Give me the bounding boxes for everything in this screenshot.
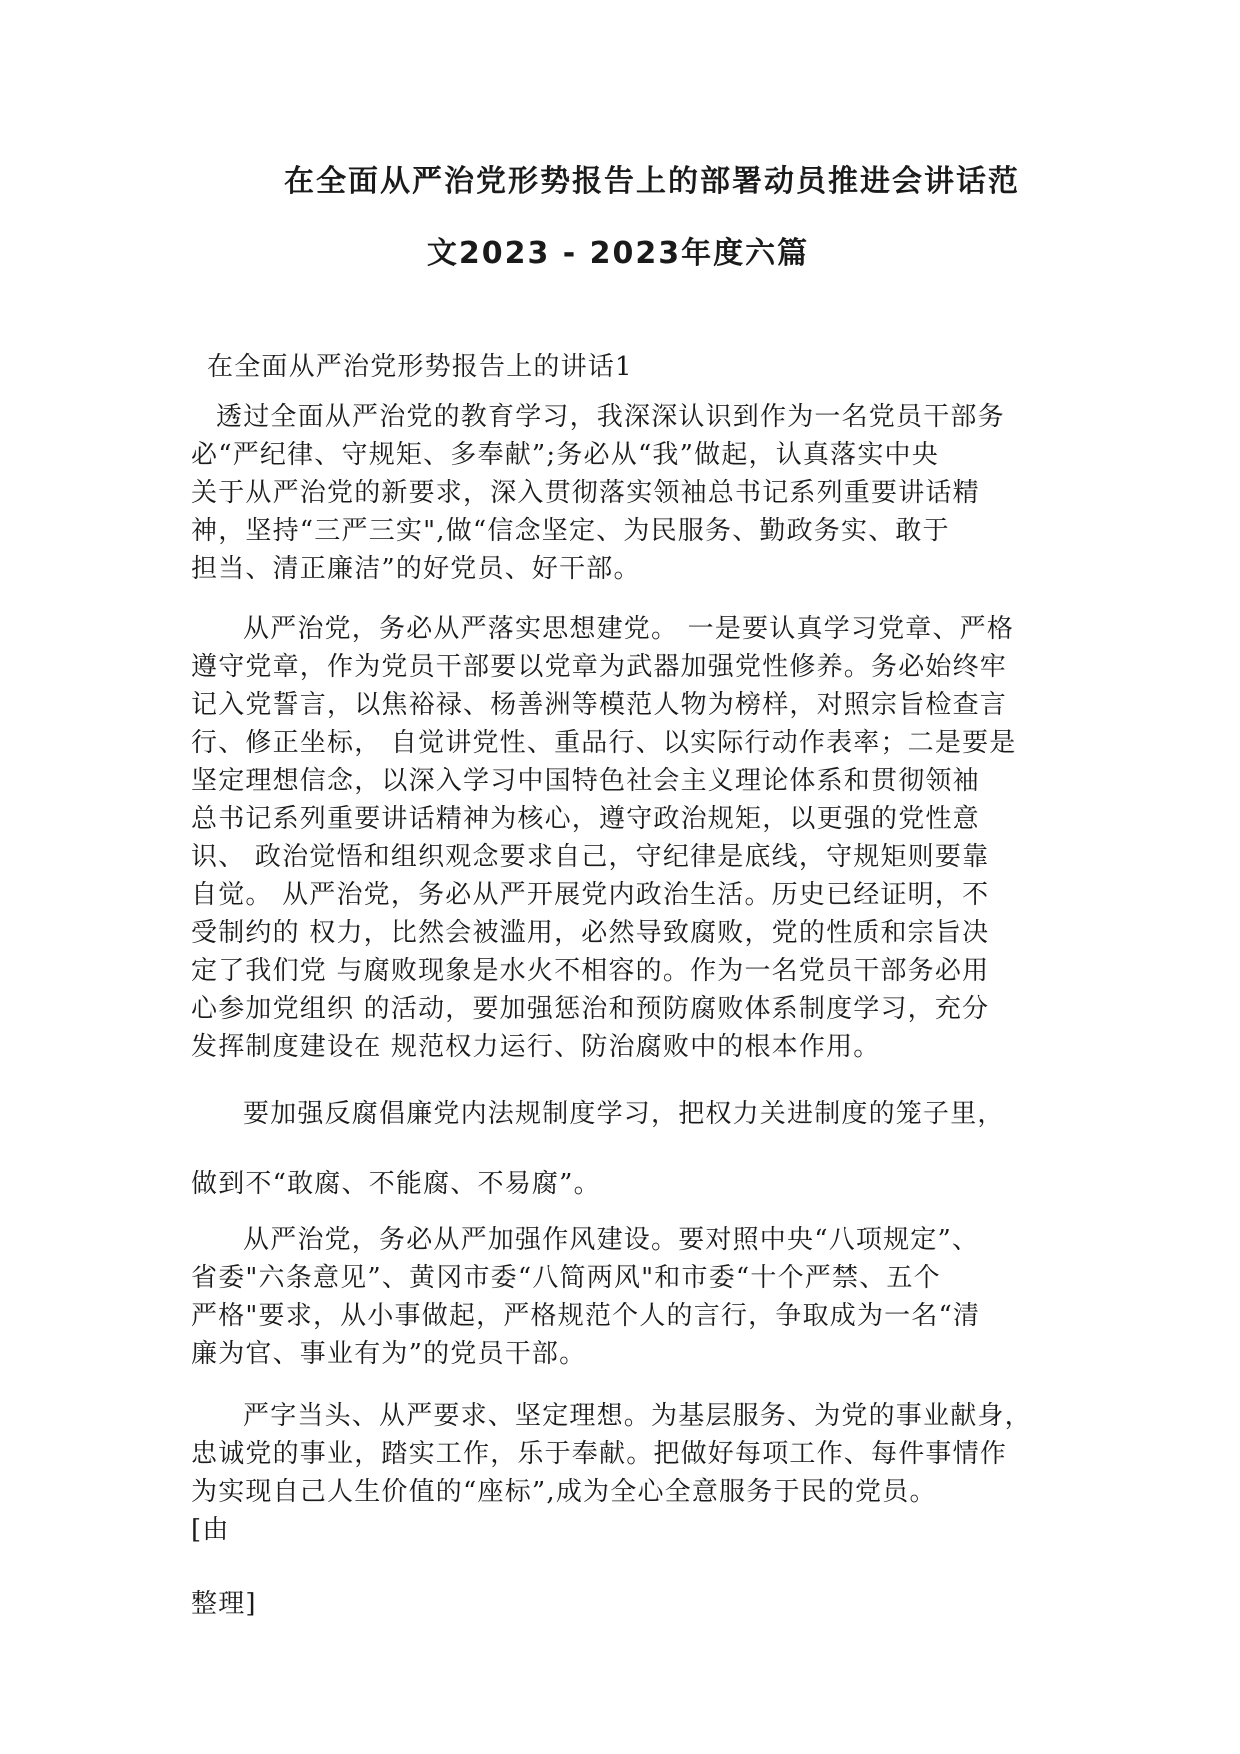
- text-line: 遵守党章，作为党员干部要以党章为武器加强党性修养。务必始终牢: [191, 652, 1008, 682]
- text-line: 从严治党，务必从严加强作风建设。要对照中央“八项规定”、: [243, 1225, 980, 1255]
- section-heading: 在全面从严治党形势报告上的讲话1: [207, 352, 633, 382]
- text-line: 行、修正坐标， 自觉讲党性、重品行、以实际行动作表率；二是要是: [191, 728, 1017, 758]
- text-line: 严字当头、从严要求、坚定理想。为基层服务、为党的事业献身，: [243, 1401, 1032, 1431]
- text-line: 要加强反腐倡廉党内法规制度学习，把权力关进制度的笼子里，: [243, 1099, 1005, 1129]
- text-line: 坚定理想信念，以深入学习中国特色社会主义理论体系和贯彻领袖: [191, 766, 980, 796]
- text-line: 识、 政治觉悟和组织观念要求自己，守纪律是底线，守规矩则要靠: [191, 842, 990, 872]
- text-line: 总书记系列重要讲话精神为核心，遵守政治规矩，以更强的党性意: [191, 804, 980, 834]
- text-line: 发挥制度建设在 规范权力运行、防治腐败中的根本作用。: [191, 1032, 881, 1062]
- text-line: 严格"要求，从小事做起，严格规范个人的言行，争取成为一名“清: [191, 1301, 981, 1331]
- text-line: 从严治党，务必从严落实思想建党。 一是要认真学习党章、严格: [243, 614, 1015, 644]
- text-line: 自觉。 从严治党，务必从严开展党内政治生活。历史已经证明，不: [191, 880, 990, 910]
- text-line: 定了我们党 与腐败现象是水火不相容的。作为一名党员干部务必用: [191, 956, 990, 986]
- text-line: 透过全面从严治党的教育学习，我深深认识到作为一名党员干部务: [216, 402, 1005, 432]
- text-line: 省委"六条意见”、黄冈市委“八简两风"和市委“十个严禁、五个: [191, 1263, 941, 1293]
- text-line: 记入党誓言，以焦裕禄、杨善洲等模范人物为榜样，对照宗旨检查言: [191, 690, 1008, 720]
- text-line: 心参加党组织 的活动，要加强惩治和预防腐败体系制度学习，充分: [191, 994, 990, 1024]
- document-title-line-1: 在全面从严治党形势报告上的部署动员推进会讲话范: [284, 164, 1020, 199]
- text-line: 担当、清正廉洁”的好党员、好干部。: [191, 554, 641, 584]
- text-line: 为实现自己人生价值的“座标”,成为全心全意服务于民的党员。: [191, 1477, 937, 1507]
- text-line: 忠诚党的事业，踏实工作，乐于奉献。把做好每项工作、每件事情作: [191, 1439, 1008, 1469]
- text-line: 廉为官、事业有为”的党员干部。: [191, 1339, 587, 1369]
- text-line: [由: [191, 1515, 230, 1545]
- text-line: 神，坚持“三严三实",做“信念坚定、为民服务、勤政务实、敢于: [191, 516, 950, 546]
- text-line: 必“严纪律、守规矩、多奉献”;务必从“我”做起，认真落实中央: [191, 440, 939, 470]
- text-line: 做到不“敢腐、不能腐、不易腐”。: [191, 1169, 601, 1199]
- text-line: 关于从严治党的新要求，深入贯彻落实领袖总书记系列重要讲话精: [191, 478, 980, 508]
- document-title-line-2: 文2023 - 2023年度六篇: [426, 236, 810, 271]
- text-line: 受制约的 权力，比然会被滥用，必然导致腐败，党的性质和宗旨决: [191, 918, 990, 948]
- text-line: 整理]: [191, 1589, 257, 1619]
